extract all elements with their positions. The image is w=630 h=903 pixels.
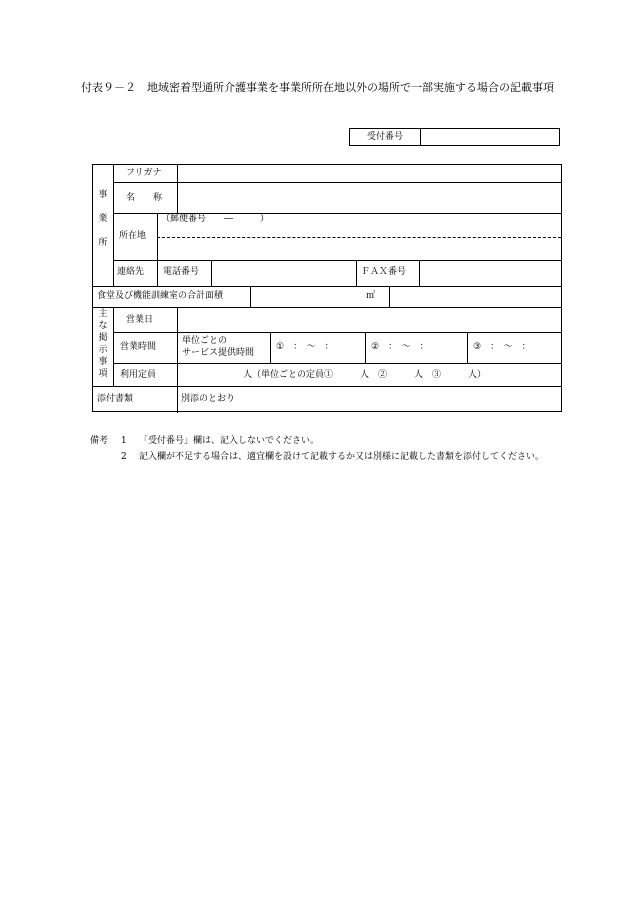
remark-item: 備考 1 「受付番号」欄は、記入しないでください。: [90, 433, 560, 449]
name-field[interactable]: [179, 185, 559, 211]
address-label: 所在地: [119, 231, 147, 241]
capacity-text[interactable]: 人（単位ごとの定員① 人 ② 人 ③ 人）: [243, 370, 487, 380]
application-form-table: [92, 164, 562, 412]
area-label: 食堂及び機能訓練室の合計面積: [97, 291, 224, 301]
time-slot-1[interactable]: ① ： ～ ：: [276, 342, 334, 352]
receipt-number-label: 受付番号: [350, 129, 421, 145]
name-label: 名 称: [126, 193, 163, 203]
area-unit: ㎡: [366, 291, 376, 301]
notice-section-label: 主 な 掲 示 事 項: [98, 309, 108, 379]
office-section-label: 事 業 所: [98, 190, 108, 248]
contact-label: 連絡先: [117, 267, 145, 277]
remarks: [90, 433, 560, 465]
business-hours-label: 営業時間: [120, 342, 157, 352]
fax-field[interactable]: [421, 262, 559, 284]
attachments-value: 別添のとおり: [181, 394, 236, 404]
fax-label: ＦＡＸ番号: [361, 267, 407, 277]
receipt-number-box: [349, 128, 560, 146]
business-days-label: 営業日: [126, 315, 154, 325]
time-slot-2[interactable]: ② ： ～ ：: [371, 342, 429, 352]
receipt-number-field[interactable]: [421, 129, 559, 145]
phone-label: 電話番号: [163, 267, 200, 277]
time-slot-3[interactable]: ③ ： ～ ：: [473, 342, 531, 352]
postal-code-text: （郵便番号 ― ）: [161, 214, 270, 224]
furigana-field[interactable]: [179, 166, 559, 180]
unit-hours-label: 単位ごとの サービス提供時間: [182, 336, 255, 358]
capacity-label: 利用定員: [120, 370, 157, 380]
page-title: 付表９－２ 地域密着型通所介護事業を事業所所在地以外の場所で一部実施する場合の記載事項: [81, 81, 554, 94]
furigana-label: フリガナ: [126, 168, 162, 178]
address-field[interactable]: [159, 240, 559, 258]
remark-item: 2 記入欄が不足する場合は、適宜欄を設けて記載するか又は別様に記載した書類を添付してください。: [121, 452, 545, 462]
attachments-label: 添付書類: [97, 394, 134, 404]
remarks-heading: 備考: [90, 436, 109, 446]
business-days-field[interactable]: [179, 309, 559, 330]
phone-field[interactable]: [213, 262, 353, 284]
area-field[interactable]: [253, 288, 363, 305]
